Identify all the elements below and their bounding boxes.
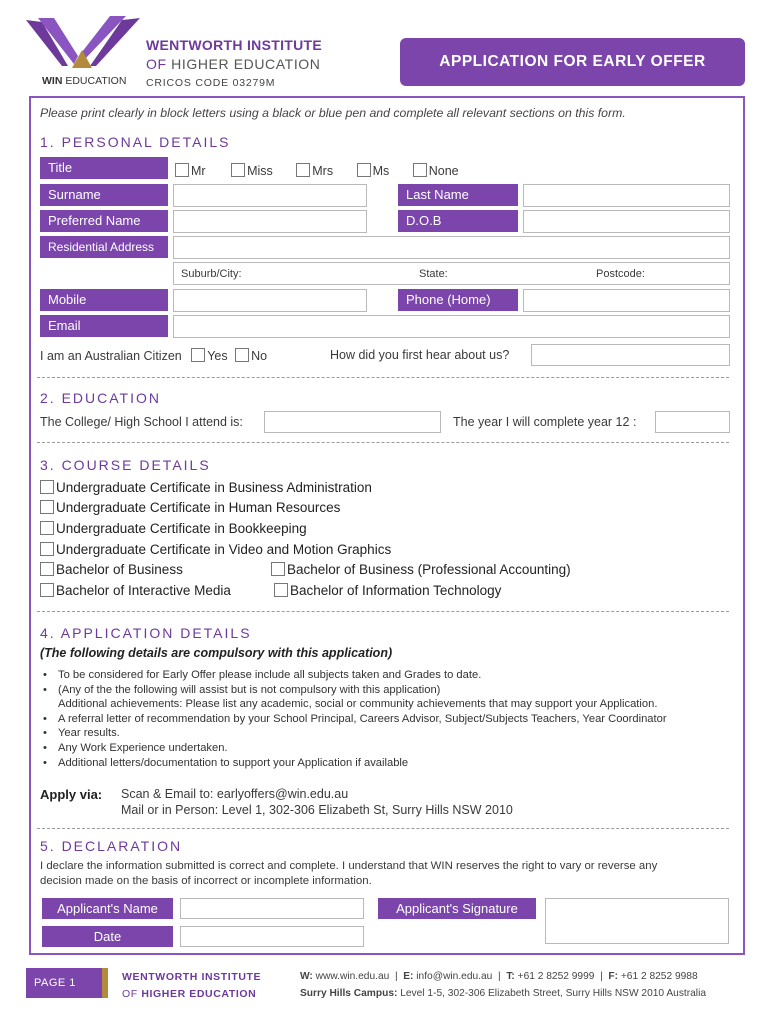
mobile-field[interactable] [173, 289, 367, 312]
page-number: PAGE 1 [34, 977, 76, 989]
application-subheading: (The following details are compulsory with this application) [40, 646, 393, 660]
title-option-miss[interactable]: Miss [231, 164, 273, 178]
section-application-heading: 4. APPLICATION DETAILS [40, 625, 252, 641]
address-line2-field[interactable] [173, 262, 730, 285]
course-option[interactable]: Bachelor of Business (Professional Accounting) [271, 562, 571, 577]
website-link[interactable]: www.win.edu.au [315, 971, 390, 982]
list-item: • Year results. [43, 727, 120, 740]
hear-about-field[interactable] [531, 344, 730, 366]
phone-home-label: Phone (Home) [398, 289, 518, 311]
footer-campus: Surry Hills Campus: Level 1-5, 302-306 Elizabeth Street, Surry Hills NSW 2010 Australia [300, 988, 706, 999]
title-option-ms[interactable]: Ms [357, 164, 390, 178]
checkbox[interactable] [175, 163, 189, 177]
email-link[interactable]: info@win.edu.au [416, 971, 493, 982]
divider [37, 377, 729, 378]
title-label: Title [40, 157, 168, 179]
instructions: Please print clearly in block letters using a black or blue pen and complete all relevant sections on this form. [40, 106, 626, 120]
date-label: Date [42, 926, 173, 947]
apply-via-mail: Mail or in Person: Level 1, 302-306 Elizabeth St, Surry Hills NSW 2010 [121, 803, 513, 817]
checkbox[interactable] [40, 521, 54, 535]
preferred-name-field[interactable] [173, 210, 367, 233]
applicant-name-label: Applicant's Name [42, 898, 173, 919]
footer-org-line2: OF HIGHER EDUCATION [122, 988, 257, 1000]
lastname-label: Last Name [398, 184, 518, 206]
section-course-heading: 3. COURSE DETAILS [40, 457, 211, 473]
email-field[interactable] [173, 315, 730, 338]
school-label: The College/ High School I attend is: [40, 415, 243, 429]
email-label: Email [40, 315, 168, 337]
course-option[interactable]: Bachelor of Information Technology [274, 583, 501, 598]
year12-label: The year I will complete year 12 : [453, 415, 637, 429]
checkbox[interactable] [271, 562, 285, 576]
checkbox[interactable] [231, 163, 245, 177]
course-option[interactable]: Undergraduate Certificate in Bookkeeping [40, 521, 307, 536]
checkbox[interactable] [40, 480, 54, 494]
apply-via-email: Scan & Email to: earlyoffers@win.edu.au [121, 787, 349, 801]
checkbox[interactable] [296, 163, 310, 177]
title-option-mr[interactable]: Mr [175, 164, 206, 178]
checkbox[interactable] [40, 542, 54, 556]
applicant-signature-field[interactable] [545, 898, 729, 944]
dob-field[interactable] [523, 210, 730, 233]
form-title-banner [400, 38, 745, 86]
year12-field[interactable] [655, 411, 730, 433]
dob-label: D.O.B [398, 210, 518, 232]
list-item-continuation: Additional achievements: Please list any academic, social or community achievements that may support your Application. [58, 698, 658, 711]
org-name-line2: OF HIGHER EDUCATION [146, 56, 321, 72]
checkbox[interactable] [40, 500, 54, 514]
phone-home-field[interactable] [523, 289, 730, 312]
citizen-label: I am an Australian Citizen [40, 349, 182, 363]
suburb-label: Suburb/City: [181, 268, 242, 280]
applicant-name-field[interactable] [180, 898, 364, 919]
title-option-none[interactable]: None [413, 164, 459, 178]
page-badge [26, 968, 108, 998]
section-education-heading: 2. EDUCATION [40, 390, 161, 406]
list-item: • To be considered for Early Offer please include all subjects taken and Grades to date. [43, 669, 482, 681]
apply-via-label: Apply via: [40, 787, 103, 802]
course-option[interactable]: Undergraduate Certificate in Human Resources [40, 500, 340, 515]
checkbox[interactable] [191, 348, 205, 362]
course-option[interactable]: Undergraduate Certificate in Business Administration [40, 480, 372, 495]
citizen-no[interactable]: No [235, 349, 267, 363]
course-option[interactable]: Undergraduate Certificate in Video and Motion Graphics [40, 542, 391, 557]
form-title: APPLICATION FOR EARLY OFFER [439, 53, 706, 70]
surname-label: Surname [40, 184, 168, 206]
section-declaration-heading: 5. DECLARATION [40, 838, 183, 854]
date-field[interactable] [180, 926, 364, 947]
application-bullet-list [40, 668, 667, 770]
cricos-code: CRICOS CODE 03279M [146, 77, 276, 89]
citizen-row [40, 348, 267, 363]
fax-number: +61 2 8252 9988 [620, 971, 698, 982]
school-field[interactable] [264, 411, 441, 433]
address-label: Residential Address [40, 236, 168, 258]
checkbox[interactable] [413, 163, 427, 177]
checkbox[interactable] [40, 562, 54, 576]
phone-number: +61 2 8252 9999 [517, 971, 595, 982]
lastname-field[interactable] [523, 184, 730, 207]
divider [37, 611, 729, 612]
citizen-yes[interactable]: Yes [191, 349, 227, 363]
state-label: State: [419, 268, 448, 280]
applicant-signature-label: Applicant's Signature [378, 898, 536, 919]
postcode-label: Postcode: [596, 268, 645, 280]
section-personal-heading: 1. PERSONAL DETAILS [40, 134, 231, 150]
list-item: • A referral letter of recommendation by your School Principal, Careers Advisor, Subject/Subjects Teachers, Year Coordinator [43, 712, 667, 725]
hear-about-label: How did you first hear about us? [330, 348, 510, 362]
course-option[interactable]: Bachelor of Business [40, 562, 183, 577]
surname-field[interactable] [173, 184, 367, 207]
logo-wings-icon [24, 16, 142, 76]
divider [37, 828, 729, 829]
title-option-mrs[interactable]: Mrs [296, 164, 333, 178]
declaration-text-line2: decision made on the basis of incorrect or incomplete information. [40, 875, 372, 887]
win-logo [24, 16, 142, 76]
title-options [175, 163, 459, 178]
checkbox[interactable] [40, 583, 54, 597]
list-item: • Additional letters/documentation to support your Application if available [43, 756, 409, 769]
logo-caption: WIN EDUCATION [42, 75, 127, 87]
mobile-label: Mobile [40, 289, 168, 311]
list-item: • Any Work Experience undertaken. [43, 741, 228, 754]
address-field[interactable] [173, 236, 730, 259]
footer-contacts: W: www.win.edu.au | E: info@win.edu.au | T: +61 2 8252 9999 | F: +61 2 8252 9988 [300, 971, 698, 982]
divider [37, 442, 729, 443]
footer-org-line1: WENTWORTH INSTITUTE [122, 971, 262, 983]
checkbox[interactable] [274, 583, 288, 597]
org-name-line1: WENTWORTH INSTITUTE [146, 37, 323, 53]
checkbox[interactable] [235, 348, 249, 362]
course-option[interactable]: Bachelor of Interactive Media [40, 583, 231, 598]
list-item: • (Any of the the following will assist but is not compulsory with this application) [43, 683, 441, 696]
declaration-text-line1: I declare the information submitted is correct and complete. I understand that WIN reserves the right to vary or reverse any [40, 860, 658, 872]
checkbox[interactable] [357, 163, 371, 177]
preferred-name-label: Preferred Name [40, 210, 168, 232]
